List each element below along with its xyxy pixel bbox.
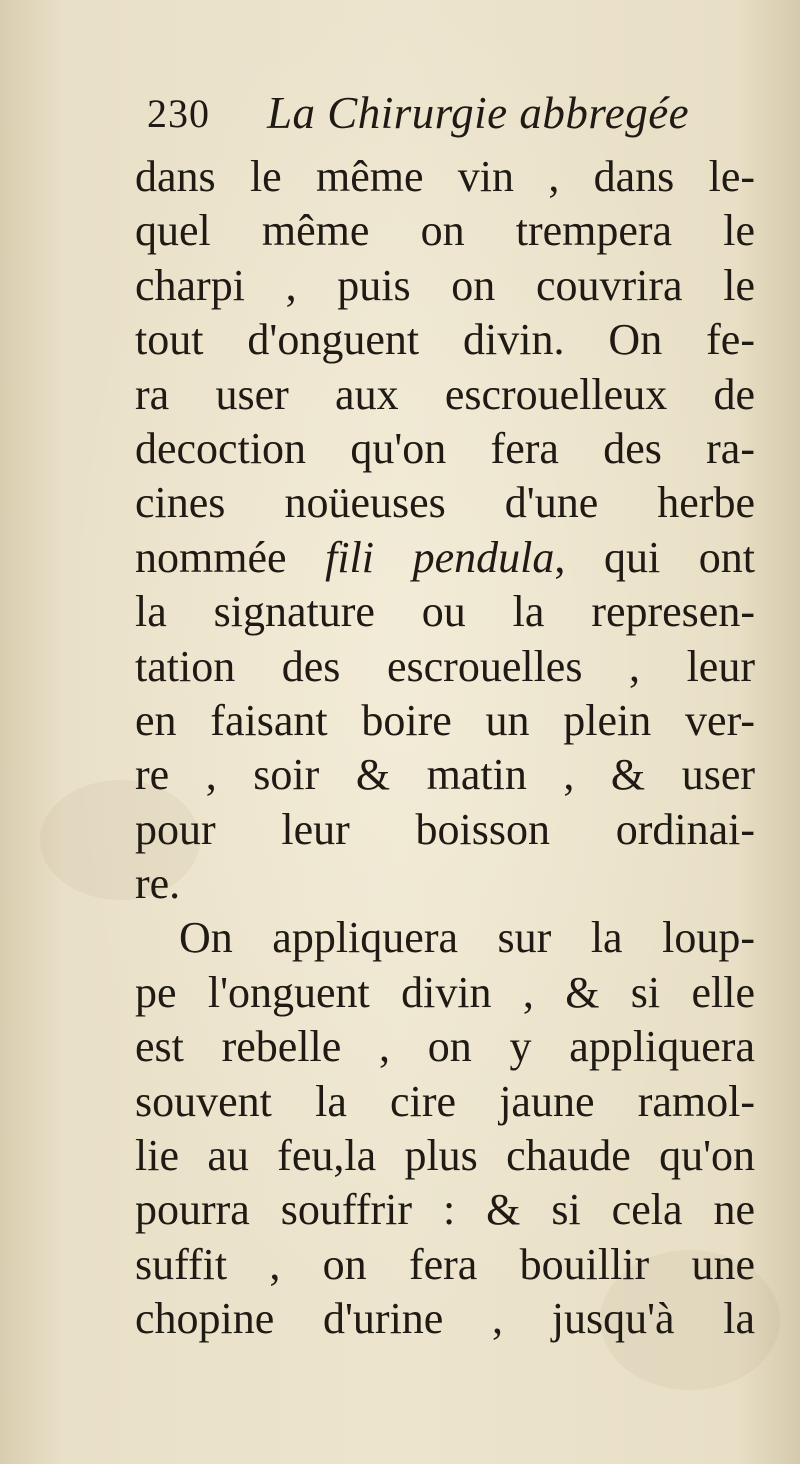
text-line: ra user aux escrouelleux de	[135, 369, 755, 419]
text-line: souvent la cire jaune ramol-	[135, 1076, 755, 1126]
text-line: en faisant boire un plein ver-	[135, 695, 755, 745]
text-line: pour leur boisson ordinai-	[135, 804, 755, 854]
text-segment: nommée	[135, 532, 326, 582]
text-line: cines noüeuses d'une herbe	[135, 478, 755, 528]
text-segment: , qui ont	[554, 532, 755, 582]
text-line: tout d'onguent divin. On fe-	[135, 315, 755, 365]
page-header	[135, 88, 755, 146]
text-line: lie au feu,la plus chaude qu'on	[135, 1131, 755, 1181]
body-text	[135, 150, 755, 1347]
text-line: On appliquera sur la loup-	[179, 913, 755, 963]
text-line: tation des escrouelles , leur	[135, 641, 755, 691]
text-line: est rebelle , on y appliquera	[135, 1022, 755, 1072]
text-line: chopine d'urine , jusqu'à la	[135, 1294, 755, 1344]
text-line: la signature ou la represen-	[135, 587, 755, 637]
text-line: dans le même vin , dans le-	[135, 152, 755, 201]
text-line: pourra souffrir : & si cela ne	[135, 1185, 755, 1235]
text-line	[135, 531, 755, 585]
text-line: decoction qu'on fera des ra-	[135, 423, 755, 473]
page-number: 230	[147, 91, 210, 136]
text-line: re.	[135, 859, 181, 909]
text-line: quel même on trempera le	[135, 206, 755, 256]
text-line: re , soir & matin , & user	[135, 750, 755, 800]
running-title: La Chirurgie abbregée	[267, 88, 690, 138]
text-line: suffit , on fera bouillir une	[135, 1239, 755, 1289]
text-line: pe l'onguent divin , & si elle	[135, 967, 755, 1017]
text-line: charpi , puis on couvrira le	[135, 260, 755, 310]
italic-term: fili pendula	[325, 532, 555, 582]
